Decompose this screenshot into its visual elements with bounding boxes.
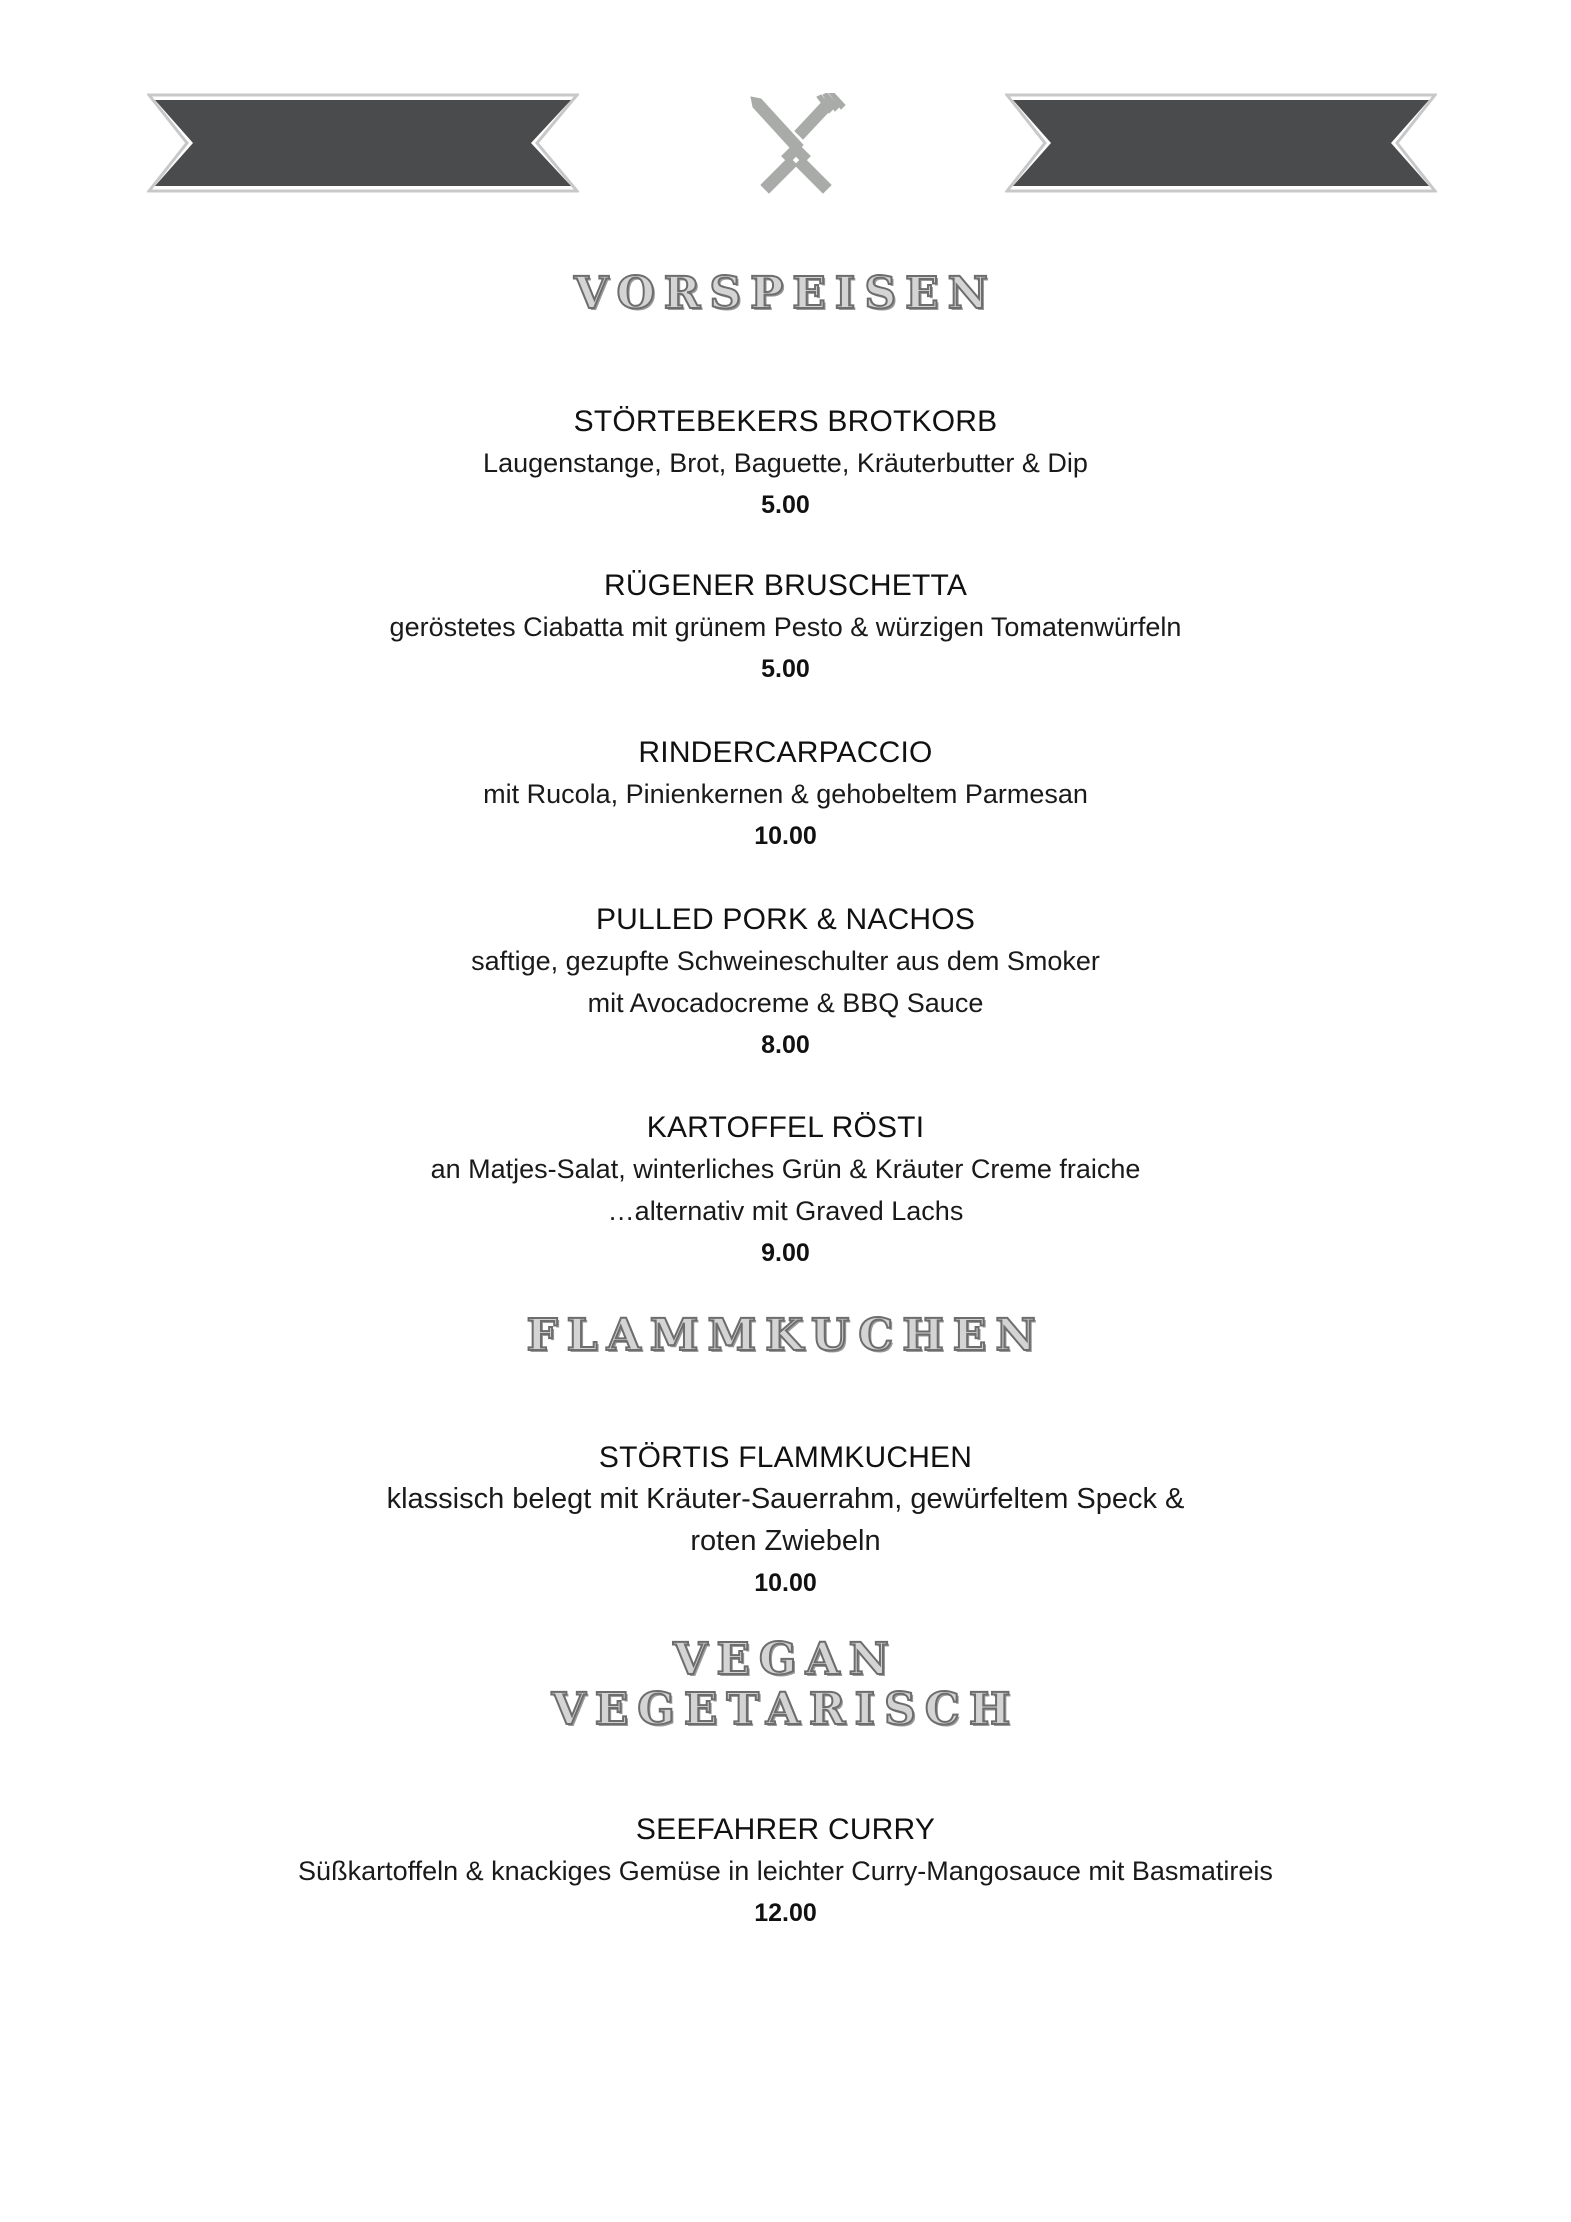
- section-title-vegan: VEGAN: [673, 1634, 898, 1685]
- menu-item: [0, 566, 1571, 690]
- menu-item: [0, 402, 1571, 526]
- item-price: 9.00: [761, 1239, 810, 1267]
- item-name: STÖRTIS FLAMMKUCHEN: [598, 1441, 973, 1474]
- menu-item: [0, 733, 1571, 857]
- item-price: 12.00: [754, 1899, 817, 1927]
- item-price: 5.00: [761, 655, 810, 683]
- item-name: STÖRTEBEKERS BROTKORB: [573, 405, 998, 438]
- item-name: PULLED PORK & NACHOS: [595, 903, 976, 936]
- item-description: roten Zwiebeln: [690, 1525, 881, 1557]
- item-description: geröstetes Ciabatta mit grünem Pesto & würzigen Tomatenwürfeln: [389, 612, 1182, 642]
- section-title-vegetarisch: VEGETARISCH: [551, 1684, 1020, 1735]
- item-description: an Matjes-Salat, winterliches Grün & Kräuter Creme fraiche: [430, 1154, 1141, 1184]
- item-name: RÜGENER BRUSCHETTA: [603, 569, 968, 602]
- ribbon-banner-right: [1005, 93, 1437, 193]
- item-price: 5.00: [761, 491, 810, 519]
- item-description: …alternativ mit Graved Lachs: [607, 1196, 964, 1226]
- item-name: KARTOFFEL RÖSTI: [646, 1111, 925, 1144]
- item-price: 10.00: [754, 1569, 817, 1597]
- item-price: 10.00: [754, 822, 817, 850]
- ribbon-banner-left: [147, 93, 579, 193]
- section-title-vorspeisen: VORSPEISEN: [574, 268, 997, 319]
- crossed-knife-fork-icon: [741, 93, 851, 195]
- menu-item: [0, 1810, 1571, 1934]
- menu-item: [0, 1438, 1571, 1604]
- menu-item: [0, 1108, 1571, 1274]
- item-description: klassisch belegt mit Kräuter-Sauerrahm, gewürfeltem Speck &: [386, 1483, 1185, 1515]
- item-description: Laugenstange, Brot, Baguette, Kräuterbutter & Dip: [483, 448, 1088, 478]
- item-name: RINDERCARPACCIO: [638, 736, 933, 769]
- item-description: mit Avocadocreme & BBQ Sauce: [587, 988, 984, 1018]
- item-description: mit Rucola, Pinienkernen & gehobeltem Parmesan: [483, 779, 1088, 809]
- item-name: SEEFAHRER CURRY: [635, 1813, 936, 1846]
- item-price: 8.00: [761, 1031, 810, 1059]
- section-title-flammkuchen: FLAMMKUCHEN: [526, 1310, 1045, 1361]
- item-description: saftige, gezupfte Schweineschulter aus dem Smoker: [471, 946, 1100, 976]
- menu-item: [0, 900, 1571, 1066]
- item-description: Süßkartoffeln & knackiges Gemüse in leichter Curry-Mangosauce mit Basmatireis: [298, 1856, 1273, 1886]
